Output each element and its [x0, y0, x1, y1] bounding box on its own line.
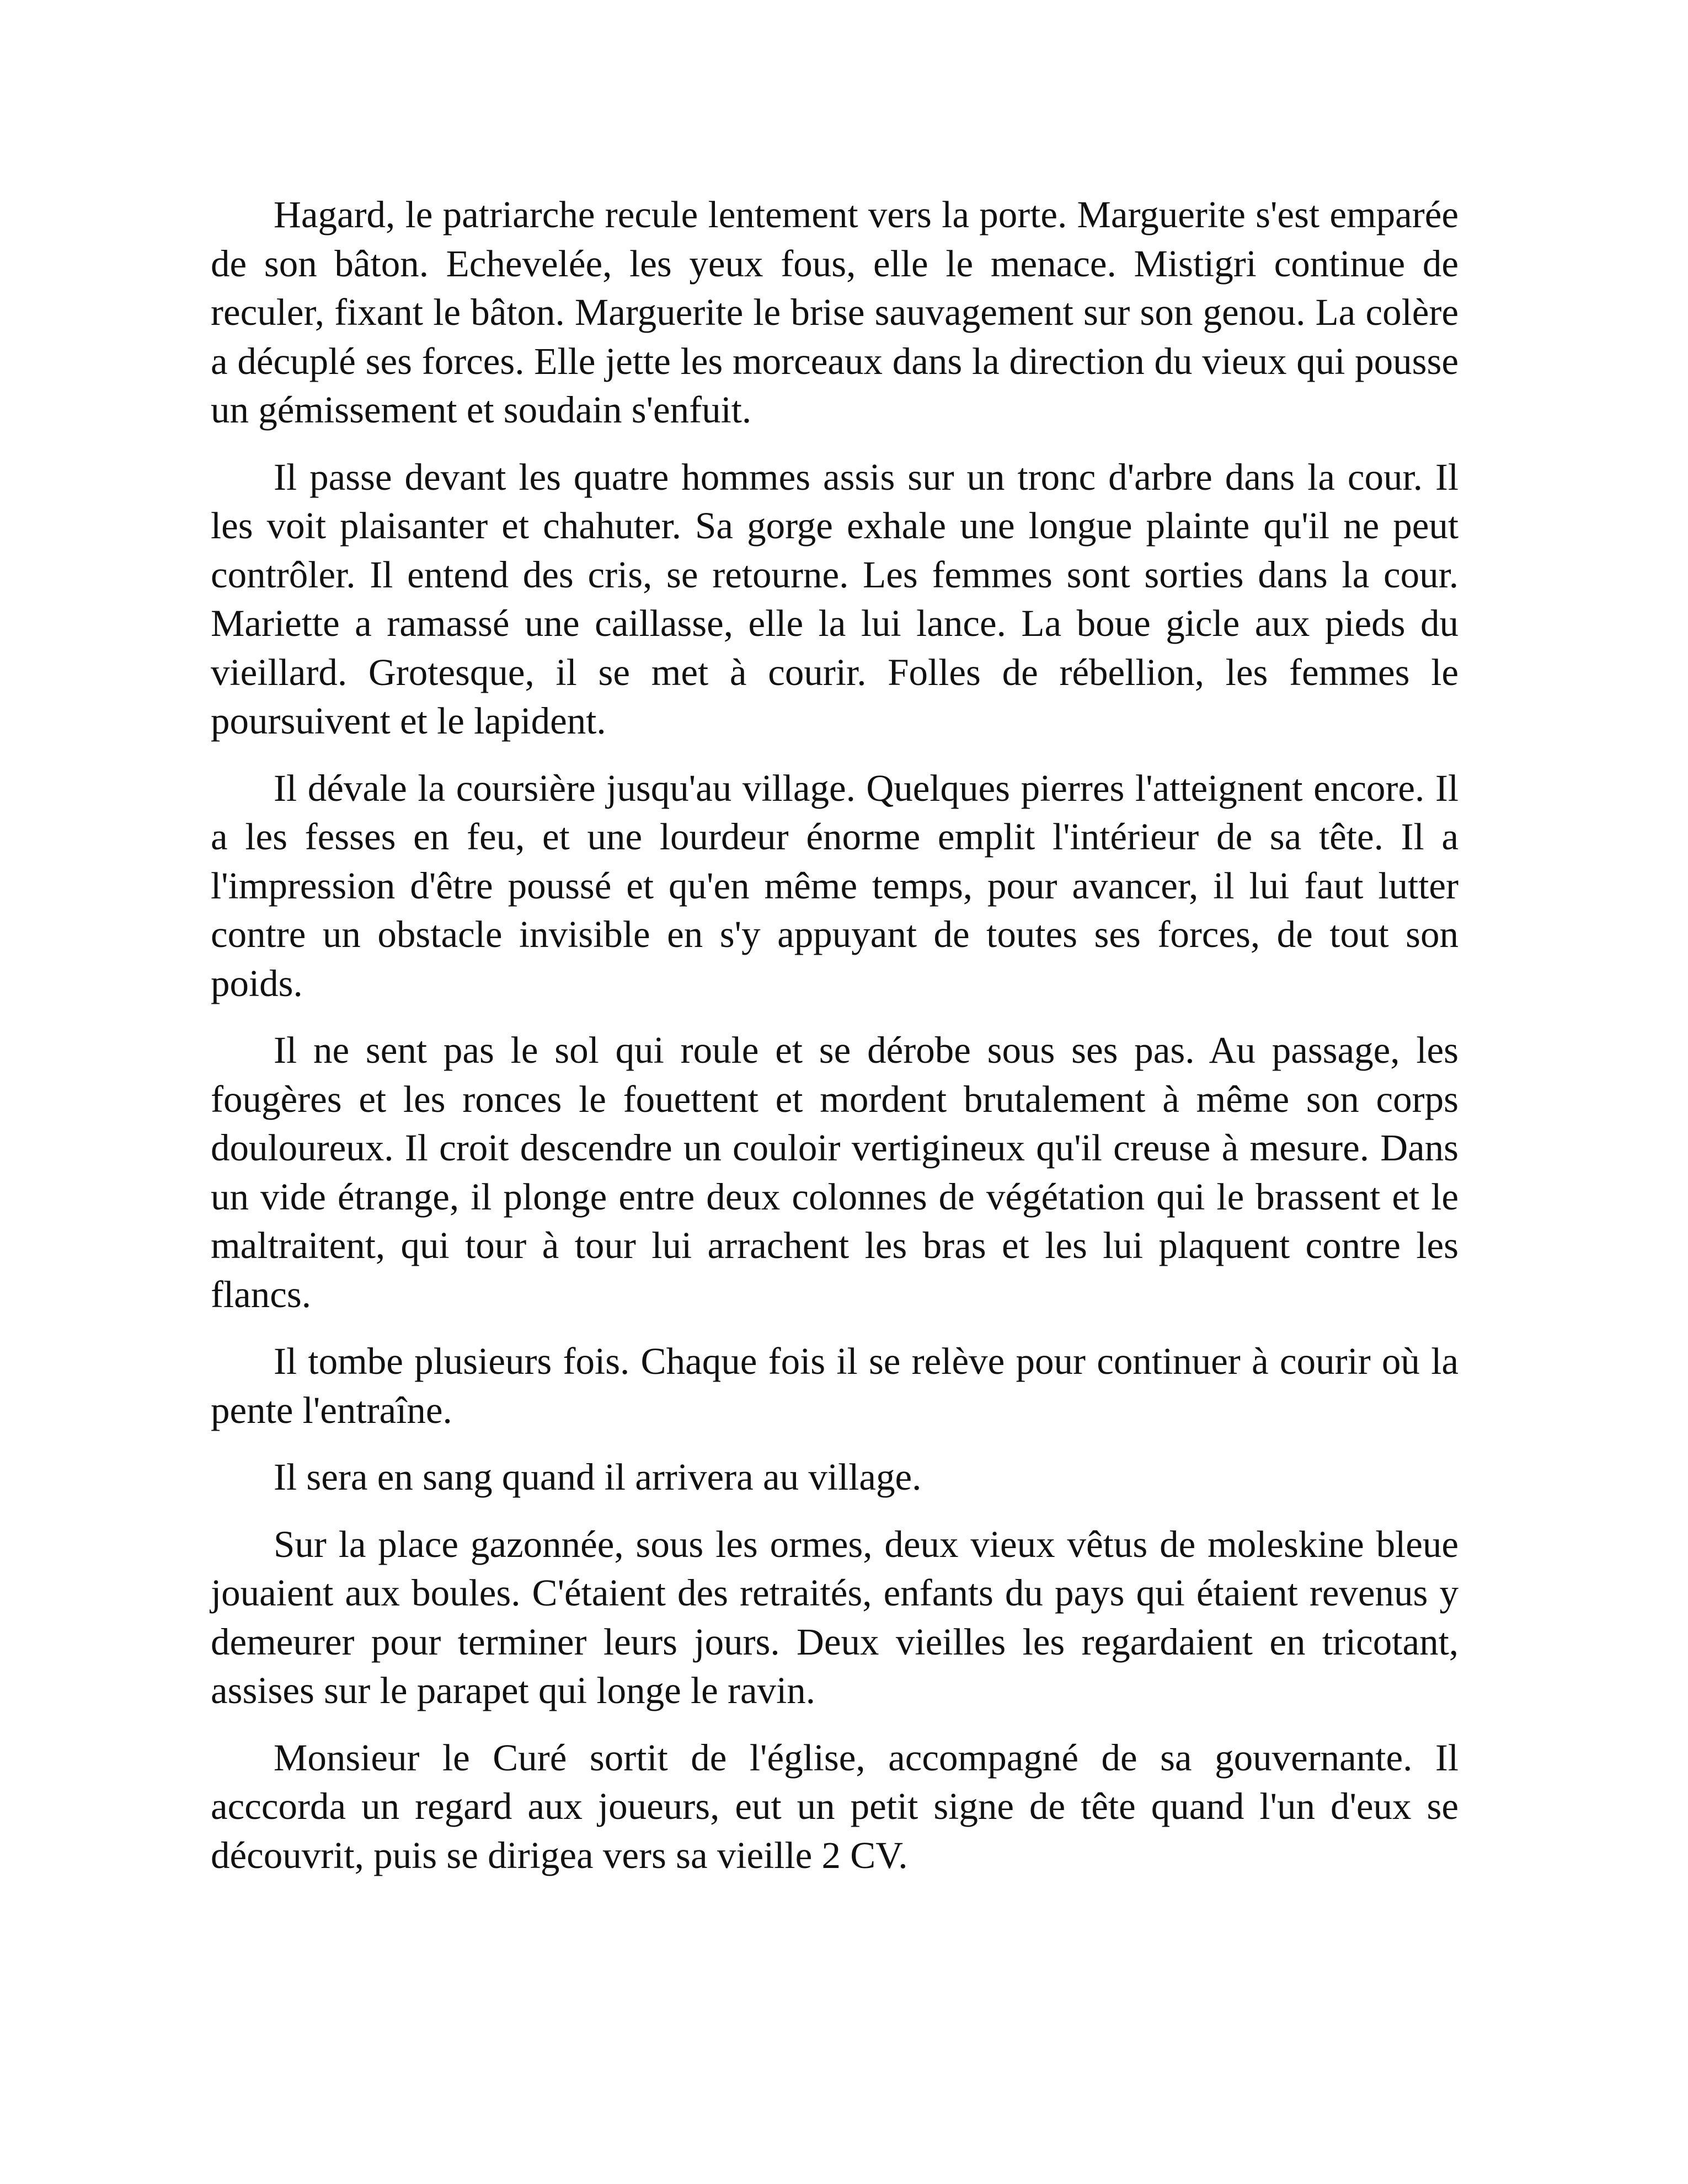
paragraph: Il passe devant les quatre hommes assis sur un tronc d'arbre dans la cour. Il les voit plaisanter et chahuter. Sa gorge exhale une longue plainte qu'il ne peut contrôler. Il entend des cris, se retourne. Les femmes sont sorties dans la cour. Mariette a ramassé une caillasse, elle la lui lance. La boue gicle aux pieds du vieillard. Grotesque, il se met à courir. Folles de rébellion, les femmes le poursuivent et le lapident.: [211, 456, 1459, 742]
paragraph: Monsieur le Curé sortit de l'église, accompagné de sa gouvernante. Il acccorda un regard aux joueurs, eut un petit signe de tête quand l'un d'eux se découvrit, puis se dirigea vers sa vieille 2 CV.: [211, 1736, 1459, 1876]
document-page: [211, 190, 1459, 1898]
paragraph: Il ne sent pas le sol qui roule et se dérobe sous ses pas. Au passage, les fougères et les ronces le fouettent et mordent brutalement à même son corps douloureux. Il croit descendre un couloir vertigineux qu'il creuse à mesure. Dans un vide étrange, il plonge entre deux colonnes de végétation qui le brassent et le maltraitent, qui tour à tour lui arrachent les bras et les lui plaquent contre les flancs.: [211, 1029, 1459, 1315]
paragraph: Il sera en sang quand il arrivera au village.: [274, 1456, 922, 1498]
paragraph: Il dévale la coursière jusqu'au village. Quelques pierres l'atteignent encore. Il a les fesses en feu, et une lourdeur énorme emplit l'intérieur de sa tête. Il a l'impression d'être poussé et qu'en même temps, pour avancer, il lui faut lutter contre un obstacle invisible en s'y appuyant de toutes ses forces, de tout son poids.: [211, 767, 1459, 1004]
paragraph: Hagard, le patriarche recule lentement vers la porte. Marguerite s'est emparée de son bâton. Echevelée, les yeux fous, elle le menace. Mistigri continue de reculer, fixant le bâton. Marguerite le brise sauvagement sur son genou. La colère a décuplé ses forces. Elle jette les morceaux dans la direction du vieux qui pousse un gémissement et soudain s'enfuit.: [211, 194, 1459, 431]
paragraph: Il tombe plusieurs fois. Chaque fois il se relève pour continuer à courir où la pente l'entraîne.: [211, 1340, 1459, 1431]
paragraph: Sur la place gazonnée, sous les ormes, deux vieux vêtus de moleskine bleue jouaient aux boules. C'étaient des retraités, enfants du pays qui étaient revenus y demeurer pour terminer leurs jours. Deux vieilles les regardaient en tricotant, assises sur le parapet qui longe le ravin.: [211, 1523, 1459, 1711]
